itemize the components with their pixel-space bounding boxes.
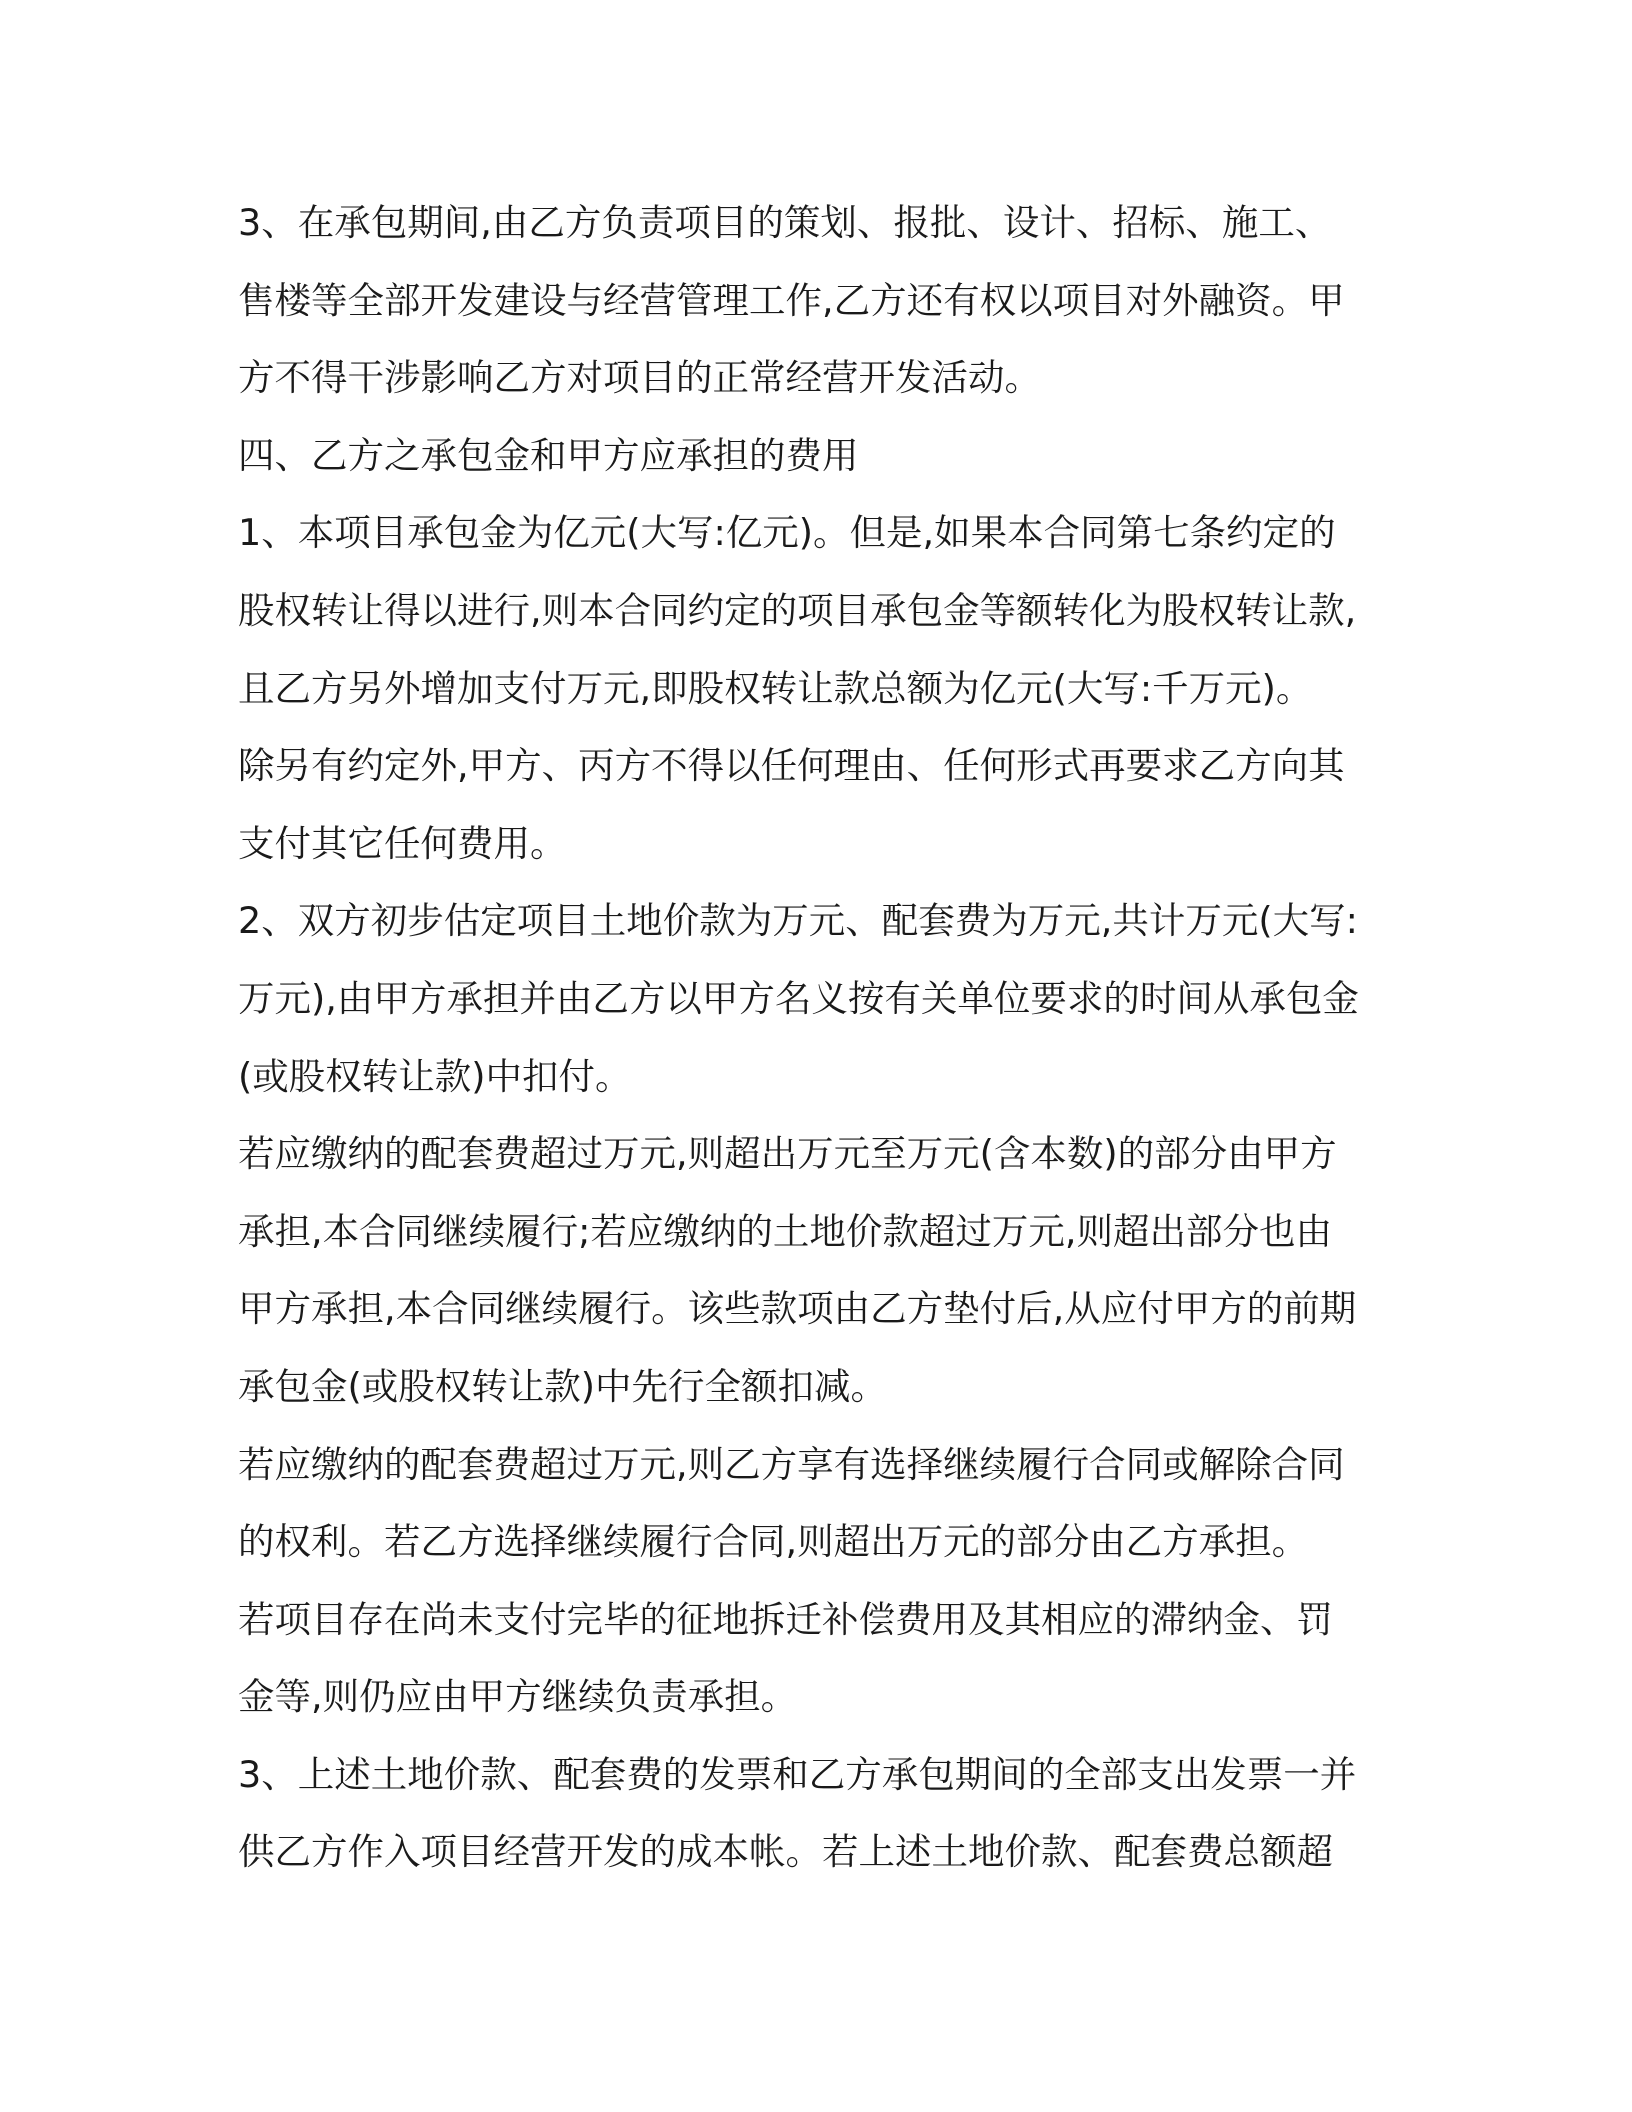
text-line: 3、上述土地价款、配套费的发票和乙方承包期间的全部支出发票一并 — [238, 1752, 1357, 1796]
text-line: 1、本项目承包金为亿元(大写:亿元)。但是,如果本合同第七条约定的 — [238, 511, 1336, 555]
text-line: 3、在承包期间,由乙方负责项目的策划、报批、设计、招标、施工、 — [238, 201, 1332, 244]
text-line: 若应缴纳的配套费超过万元,则乙方享有选择继续履行合同或解除合同 — [238, 1442, 1345, 1486]
text-line: 2、双方初步估定项目土地价款为万元、配套费为万元,共计万元(大写: — [238, 899, 1358, 943]
document-body — [238, 184, 1398, 1891]
text-line: 股权转让得以进行,则本合同约定的项目承包金等额转化为股权转让款, — [238, 588, 1357, 632]
text-line: 除另有约定外,甲方、丙方不得以任何理由、任何形式再要求乙方向其 — [238, 744, 1345, 788]
text-line: 支付其它任何费用。 — [238, 821, 567, 865]
text-line: 售楼等全部开发建设与经营管理工作,乙方还有权以项目对外融资。甲 — [238, 278, 1345, 322]
text-line: 的权利。若乙方选择继续履行合同,则超出万元的部分由乙方承担。 — [238, 1520, 1309, 1564]
text-line: (或股权转让款)中扣付。 — [238, 1054, 632, 1098]
text-line: 若项目存在尚未支付完毕的征地拆迁补偿费用及其相应的滞纳金、罚 — [238, 1597, 1333, 1641]
text-line: 承担,本合同继续履行;若应缴纳的土地价款超过万元,则超出部分也由 — [238, 1209, 1333, 1253]
text-line: 供乙方作入项目经营开发的成本帐。若上述土地价款、配套费总额超 — [238, 1830, 1333, 1874]
section-heading: 四、乙方之承包金和甲方应承担的费用 — [238, 433, 859, 477]
text-line: 且乙方另外增加支付万元,即股权转让款总额为亿元(大写:千万元)。 — [238, 666, 1313, 710]
text-line: 万元),由甲方承担并由乙方以甲方名义按有关单位要求的时间从承包金 — [238, 976, 1359, 1020]
text-line: 方不得干涉影响乙方对项目的正常经营开发活动。 — [238, 356, 1041, 400]
text-line: 甲方承担,本合同继续履行。该些款项由乙方垫付后,从应付甲方的前期 — [238, 1287, 1357, 1331]
text-line: 金等,则仍应由甲方继续负责承担。 — [238, 1675, 798, 1719]
text-line: 承包金(或股权转让款)中先行全额扣减。 — [238, 1364, 887, 1408]
text-line: 若应缴纳的配套费超过万元,则超出万元至万元(含本数)的部分由甲方 — [238, 1132, 1337, 1176]
